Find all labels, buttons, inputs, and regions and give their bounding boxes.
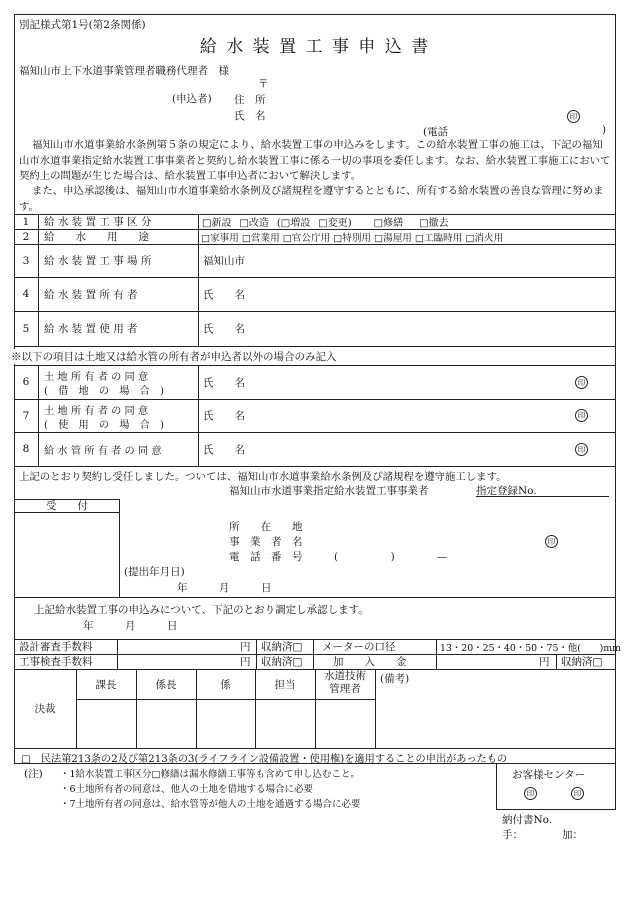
reception-label: 受 付 bbox=[46, 500, 88, 512]
applicant-label: (申込者) bbox=[172, 93, 212, 105]
land-use-consent-field[interactable]: 氏 名 bbox=[203, 410, 245, 422]
note-item-1: ・1給水装置工事区分□修繕は漏水修繕工事等も含めて申し込むこと。 bbox=[60, 769, 361, 780]
use-special[interactable]: □特別用 bbox=[333, 232, 372, 244]
civil-code-checkbox[interactable]: □ 民法第213条の2及び第213条の3(ライフライン設備設置・使用権)を適用することの申出があったもの bbox=[21, 754, 508, 765]
page-title: 給 水 装 置 工 事 申 込 書 bbox=[199, 37, 431, 57]
approval-col-section-chief: 課長 bbox=[95, 678, 117, 691]
customer-center-title: お客様センター bbox=[512, 769, 586, 781]
design-fee-yen: 円 bbox=[240, 641, 251, 653]
use-government[interactable]: □官公庁用 bbox=[282, 232, 331, 244]
option-repair[interactable]: □修繕 bbox=[373, 218, 404, 229]
row-1-label: 給 水 装 置 工 事 区 分 bbox=[44, 216, 152, 228]
row-3-label: 給 水 装 置 工 事 場 所 bbox=[44, 255, 152, 267]
row-2-label: 給 水 用 途 bbox=[44, 231, 149, 243]
meter-label: メーターの口径 bbox=[322, 641, 396, 653]
work-location-field[interactable]: 福知山市 bbox=[203, 255, 245, 267]
row-5-number: 5 bbox=[22, 322, 30, 335]
option-change[interactable]: □変更) bbox=[318, 218, 352, 229]
option-remove[interactable]: □撤去 bbox=[419, 218, 449, 229]
row-5-label: 給 水 装 置 使 用 者 bbox=[44, 323, 138, 335]
approval-date[interactable]: 年 月 日 bbox=[83, 620, 178, 632]
contractor-title: 福知山市水道事業指定給水装置工事事業者 bbox=[229, 485, 429, 497]
seal-icon: 印 bbox=[524, 787, 537, 800]
option-modify[interactable]: □改造 bbox=[239, 218, 269, 229]
row-3-number: 3 bbox=[22, 254, 30, 267]
name-label: 氏 名 bbox=[234, 110, 266, 122]
inspection-fee-label: 工事検査手数料 bbox=[19, 656, 93, 668]
seal-icon: 印 bbox=[575, 409, 588, 422]
reception-box bbox=[14, 499, 120, 597]
approval-col-water-manager: 水道技術管理者 bbox=[324, 670, 366, 695]
note-item-3: ・7土地所有者の同意は、給水管等が他人の土地を通過する場合に必要 bbox=[60, 799, 361, 810]
contract-text: 上記のとおり契約し受任しました。ついては、福知山市水道事業給水条例及び諸規程を遵守施工します。 bbox=[19, 471, 507, 483]
notes-label: (注) bbox=[24, 768, 43, 780]
compliance-paragraph: また、申込承認後は、福知山市水道事業給水条例及び諸規程を遵守するとともに、所有する給水装置の善良な管理に努めます。 bbox=[19, 185, 604, 213]
remarks-label: (備考) bbox=[380, 673, 410, 685]
application-paragraph: 福知山市水道事業給水条例第５条の規定により、給水装置工事の申込みをします。この給水装置工事の施工は、下記の福知山市水道事業指定給水装置工事事業者と契約し給水装置工事に係る一切の事項を委任します。なお、給水装置工事施工において契約上の問題が生じた場合は、給水装置工事申込者において解決します。 bbox=[19, 139, 611, 182]
approval-label: 決裁 bbox=[34, 703, 56, 715]
seal-icon: 印 bbox=[567, 110, 580, 123]
seal-icon: 印 bbox=[575, 376, 588, 389]
contractor-phone-label: 電 話 番 号 bbox=[229, 551, 303, 563]
inspection-fee-yen: 円 bbox=[240, 656, 251, 668]
postal-mark: 〒 bbox=[258, 78, 269, 90]
meter-sizes[interactable]: 13・20・25・40・50・75・他( )mm bbox=[440, 642, 622, 654]
submit-date-field[interactable]: 年 月 日 bbox=[177, 582, 272, 594]
land-lease-consent-field[interactable]: 氏 名 bbox=[203, 376, 245, 389]
phone-label: (電話 bbox=[423, 126, 449, 138]
use-household[interactable]: □家事用 bbox=[201, 232, 239, 244]
hand-label: 手： bbox=[502, 829, 523, 841]
submit-date-label: (提出年月日) bbox=[124, 566, 185, 578]
approval-col-subsection-chief: 係長 bbox=[155, 678, 177, 691]
business-name-label: 事 業 者 名 bbox=[229, 536, 303, 548]
inspection-fee-paid-checkbox[interactable]: 収納済□ bbox=[261, 656, 303, 668]
work-type-options[interactable] bbox=[202, 214, 612, 229]
seal-icon: 印 bbox=[575, 443, 588, 456]
row-4-number: 4 bbox=[22, 288, 30, 300]
row-7-label-2: ( 使 用 の 場 合 ) bbox=[44, 420, 165, 431]
owner-name-field[interactable]: 氏 名 bbox=[203, 288, 245, 301]
use-fire[interactable]: □消火用 bbox=[465, 232, 504, 244]
contractor-phone-field[interactable]: ( ) — bbox=[334, 551, 448, 563]
add-label: 加： bbox=[562, 829, 583, 841]
option-new[interactable]: □新設 bbox=[202, 218, 232, 229]
receipt-number-label: 納付書No. bbox=[502, 814, 553, 826]
phone-close: ) bbox=[602, 124, 607, 136]
address-label: 住 所 bbox=[234, 94, 266, 106]
contribution-label: 加 入 金 bbox=[333, 656, 407, 668]
approval-col-in-charge: 担当 bbox=[274, 678, 296, 691]
approval-text: 上記給水装置工事の申込みについて、下記のとおり調定し承認します。 bbox=[34, 604, 369, 616]
contribution-paid-checkbox[interactable]: 収納済□ bbox=[561, 656, 603, 668]
use-bathhouse[interactable]: □湯屋用 bbox=[374, 232, 412, 244]
option-add[interactable]: (□増設 bbox=[276, 218, 311, 229]
row-7-label-1: 土 地 所 有 者 の 同 意 bbox=[44, 406, 149, 417]
row-4-label: 給 水 装 置 所 有 者 bbox=[44, 288, 138, 301]
approval-col-staff: 係 bbox=[220, 678, 231, 691]
row-7-number: 7 bbox=[22, 409, 30, 422]
use-options[interactable] bbox=[201, 229, 615, 244]
pipe-owner-consent-field[interactable]: 氏 名 bbox=[203, 443, 245, 456]
form-number: 別記様式第1号(第2条関係) bbox=[19, 19, 146, 31]
contractor-address-label: 所 在 地 bbox=[229, 521, 303, 533]
row-6-label-1: 土 地 所 有 者 の 同 意 bbox=[44, 372, 149, 383]
addressee: 福知山市上下水道事業管理者職務代理者 様 bbox=[19, 65, 229, 77]
use-business[interactable]: □営業用 bbox=[241, 232, 280, 244]
seal-icon: 印 bbox=[545, 535, 558, 548]
row-2-number: 2 bbox=[22, 230, 30, 243]
use-temporary[interactable]: □工臨時用 bbox=[414, 232, 463, 244]
row-6-label-2: ( 借 地 の 場 合 ) bbox=[44, 386, 165, 397]
landowner-note: ※以下の項目は土地又は給水管の所有者が申込者以外の場合のみ記入 bbox=[11, 351, 337, 363]
row-6-number: 6 bbox=[22, 376, 30, 388]
row-8-number: 8 bbox=[22, 443, 30, 455]
user-name-field[interactable]: 氏 名 bbox=[203, 323, 245, 335]
contribution-yen: 円 bbox=[539, 656, 550, 668]
design-fee-label: 設計審査手数料 bbox=[19, 641, 93, 653]
design-fee-paid-checkbox[interactable]: 収納済□ bbox=[261, 641, 303, 653]
note-item-2: ・6土地所有者の同意は、他人の土地を借地する場合に必要 bbox=[60, 784, 314, 795]
seal-icon: 印 bbox=[571, 787, 584, 800]
registration-number: 指定登録No. bbox=[476, 485, 537, 497]
row-8-label: 給 水 管 所 有 者 の 同 意 bbox=[44, 445, 162, 457]
row-1-number: 1 bbox=[22, 215, 30, 228]
